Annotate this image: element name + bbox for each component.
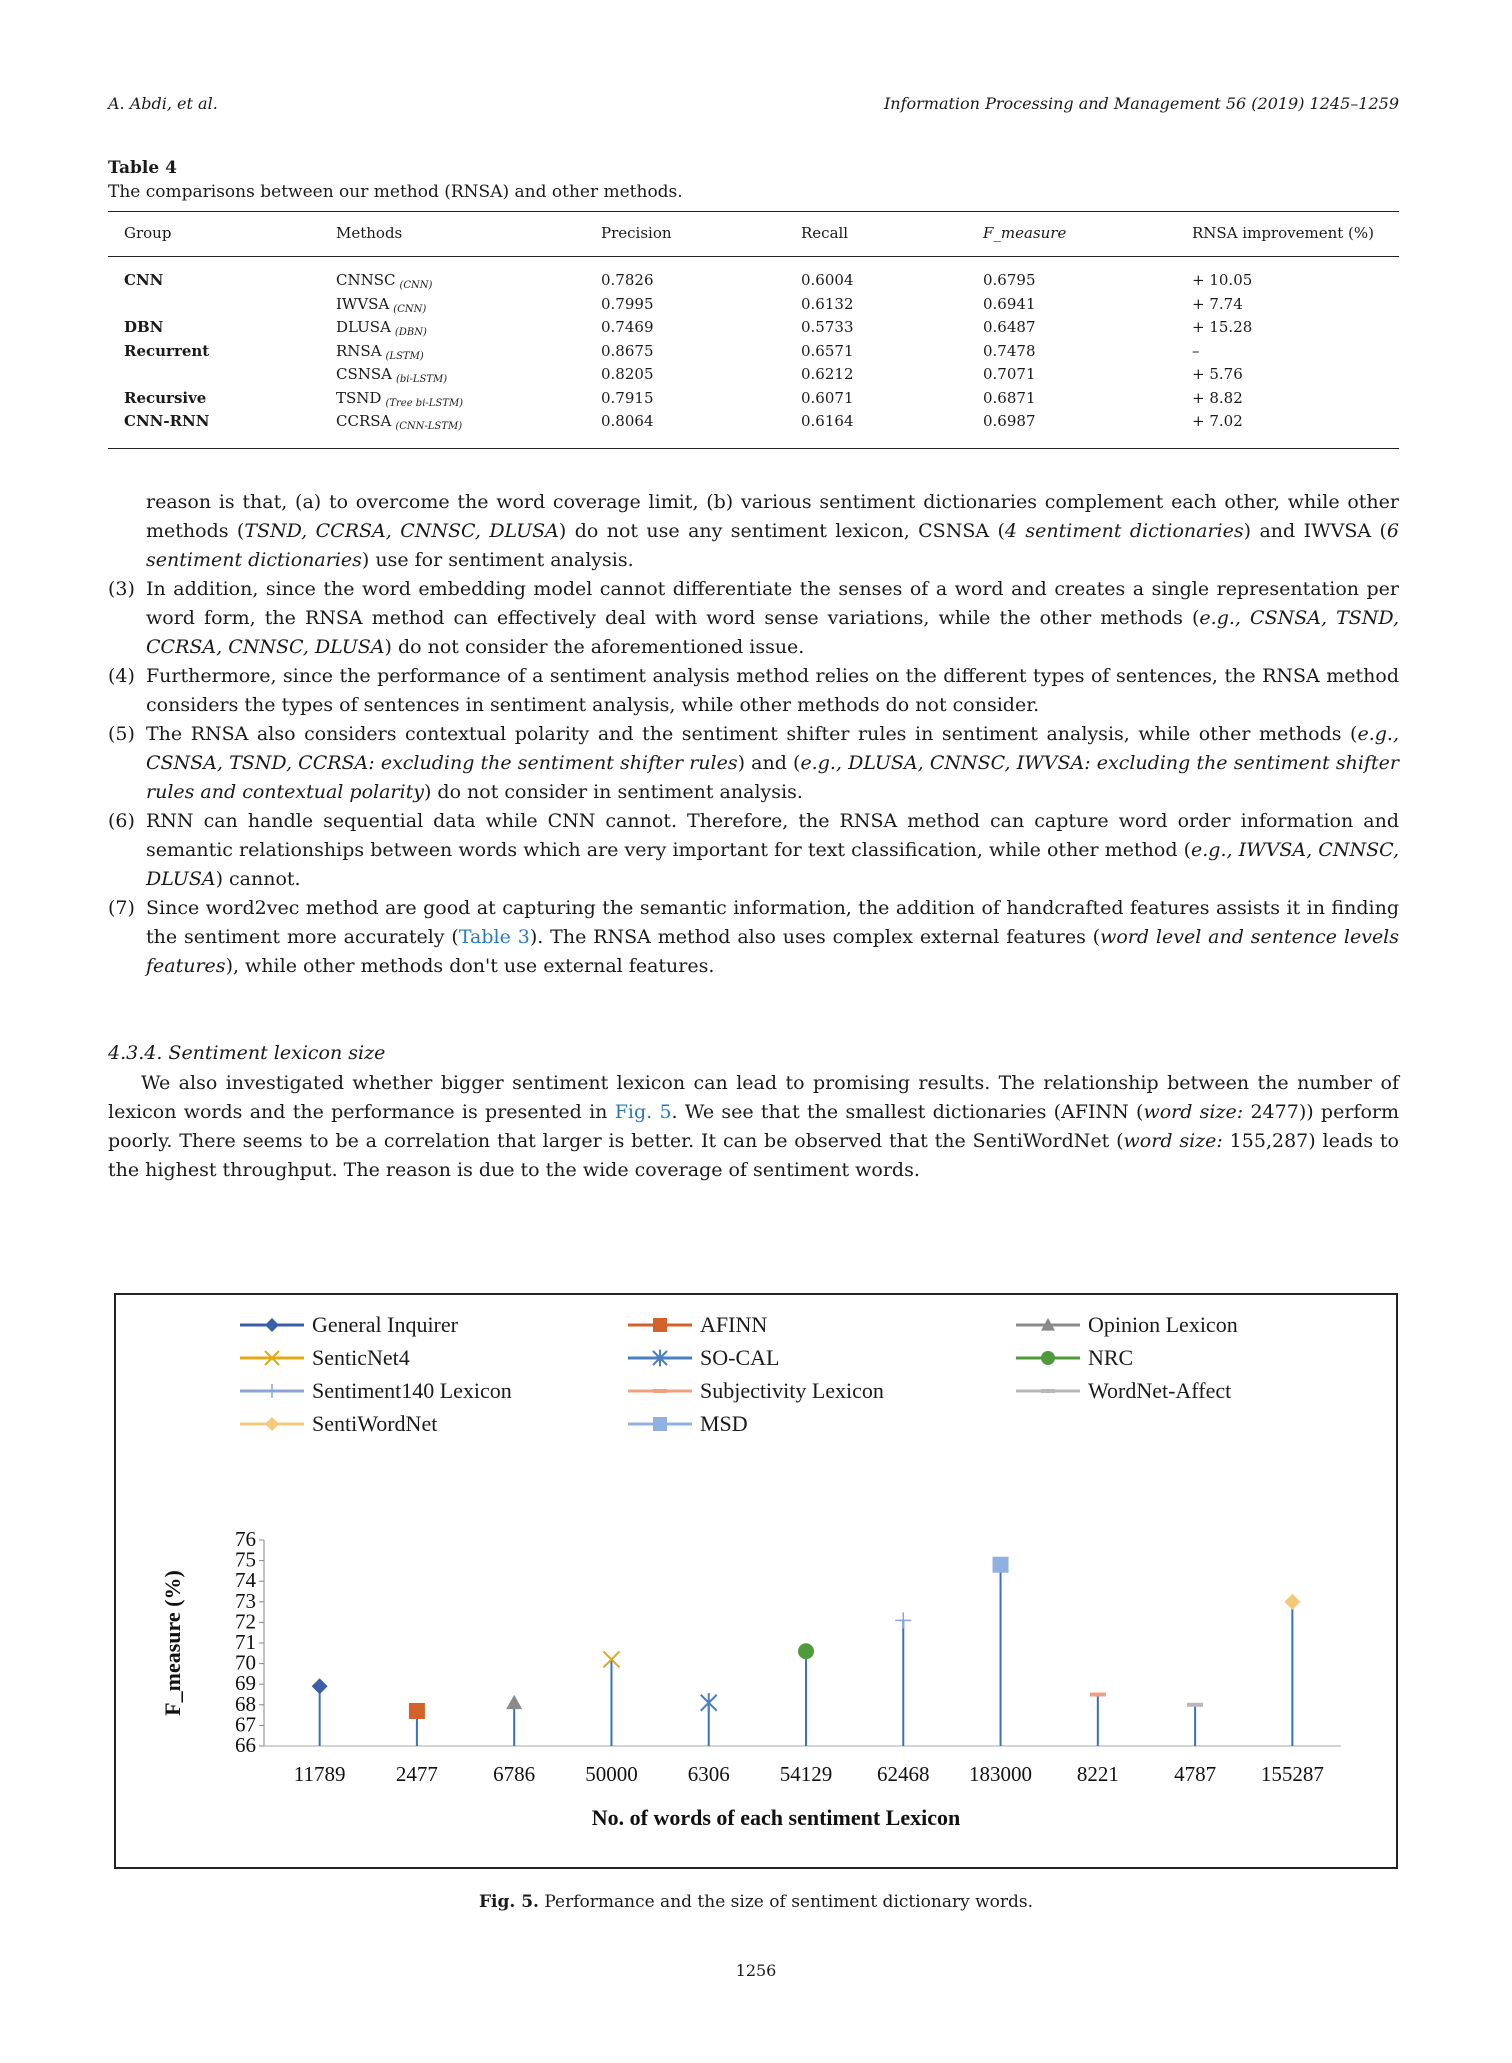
legend-label: NRC [1088, 1345, 1134, 1370]
col-header-fmeasure: F_measure [983, 224, 1067, 242]
table-cell-fmeasure: 0.6941 [983, 294, 1036, 313]
table-cell-recall: 0.6132 [801, 294, 854, 313]
table-cell-improvement: + 10.05 [1192, 271, 1253, 289]
list-item-6: (6) RNN can handle sequential data while CNN cannot. Therefore, the RNSA method can capture word order information and semantic relationships between words which are very important for text classification, while other method (e.g., IWVSA, CNNSC, DLUSA) cannot. [108, 810, 1400, 890]
x-tick-label: 50000 [585, 1762, 638, 1786]
table-cell-fmeasure: 0.6871 [983, 388, 1036, 407]
data-point [409, 1703, 425, 1719]
running-header-journal: Information Processing and Management 56 (2019) 1245–1259 [883, 94, 1399, 113]
legend-label: MSD [700, 1411, 748, 1436]
table-bottom-rule [108, 448, 1399, 449]
legend-label: Opinion Lexicon [1088, 1312, 1238, 1337]
legend-label: Subjectivity Lexicon [700, 1378, 884, 1403]
table-cell-improvement: – [1192, 341, 1200, 360]
table-cell-precision: 0.7469 [601, 318, 654, 336]
figure-5 [114, 1293, 1398, 1869]
legend-label: WordNet-Affect [1088, 1378, 1232, 1403]
y-tick-label: 68 [235, 1691, 256, 1716]
running-header-authors: A. Abdi, et al. [108, 94, 218, 113]
data-point [1284, 1594, 1300, 1610]
x-axis-title: No. of words of each sentiment Lexicon [591, 1805, 961, 1830]
fig-5-link[interactable]: Fig. 5 [614, 1101, 672, 1123]
table-cell-improvement: + 5.76 [1192, 365, 1243, 383]
table-cell-fmeasure: 0.7071 [983, 365, 1036, 383]
data-point [506, 1695, 522, 1709]
table-cell-group: DBN [124, 318, 164, 336]
table-caption-text: The comparisons between our method (RNSA) and other methods. [108, 182, 683, 202]
table-cell-recall: 0.5733 [801, 318, 854, 336]
y-tick-label: 69 [235, 1671, 256, 1696]
table-cell-fmeasure: 0.6795 [983, 271, 1036, 289]
col-header-improvement: RNSA improvement (%) [1192, 224, 1374, 242]
table-cell-method: CNNSC $_{(CNN)}$ [336, 271, 433, 291]
table-cell-recall: 0.6212 [801, 365, 854, 383]
table-cell-precision: 0.8064 [601, 412, 654, 430]
y-tick-label: 74 [235, 1568, 256, 1593]
data-point [1187, 1703, 1203, 1707]
col-header-methods: Methods [336, 224, 403, 242]
table-cell-method: RNSA $_{(LSTM)}$ [336, 341, 424, 362]
y-tick-label: 73 [235, 1588, 256, 1613]
y-tick-label: 72 [235, 1609, 256, 1634]
table-cell-recall: 0.6571 [801, 341, 854, 360]
data-point [701, 1693, 717, 1712]
chart-plot [116, 1295, 1396, 1867]
table-cell-fmeasure: 0.6487 [983, 318, 1036, 336]
x-tick-label: 54129 [779, 1762, 833, 1786]
table-cell-improvement: + 8.82 [1192, 388, 1243, 407]
section-heading: 4.3.4. Sentiment lexicon size [108, 1042, 386, 1064]
paragraph-continuation: reason is that, (a) to overcome the word coverage limit, (b) various sentiment dictionaries complement each other, while other methods (TSND, CCRSA, CNNSC, DLUSA) do not use any sentiment lexicon, CSNSA (4 sentiment dictionaries) and IWVSA (6 sentiment dictionaries) use for sentiment analysis. [146, 491, 1399, 571]
section-paragraph: We also investigated whether bigger sentiment lexicon can lead to promising results. The relationship between the number of lexicon words and the performance is presented in Fig. 5. We see that the smallest dictionaries (AFINN (word size: 2477)) perform poorly. There seems to be a correlation that larger is better. It can be observed that the SentiWordNet (word size: 155,287) leads to the highest throughput. The reason is due to the wide coverage of sentiment words. [108, 1072, 1400, 1181]
y-tick-label: 70 [235, 1650, 256, 1675]
table-cell-recall: 0.6164 [801, 412, 854, 430]
legend-label: Sentiment140 Lexicon [312, 1378, 512, 1403]
data-point [1090, 1693, 1106, 1697]
table-cell-method: TSND $_{(Tree bi-LSTM)}$ [336, 388, 464, 409]
y-tick-label: 75 [235, 1547, 256, 1572]
table-cell-group: CNN [124, 271, 164, 289]
table-caption [108, 156, 683, 204]
y-tick-label: 71 [235, 1630, 256, 1654]
x-tick-label: 11789 [293, 1762, 346, 1786]
x-tick-label: 4787 [1174, 1762, 1217, 1786]
y-tick-label: 76 [235, 1527, 256, 1551]
x-tick-label: 62468 [877, 1762, 930, 1786]
legend-label: General Inquirer [312, 1312, 458, 1337]
table-cell-group: Recursive [124, 388, 207, 407]
data-point [798, 1643, 814, 1659]
col-header-group: Group [124, 224, 172, 242]
x-tick-label: 6786 [493, 1762, 536, 1786]
x-tick-label: 155287 [1260, 1762, 1324, 1786]
page-number: 1256 [735, 1961, 777, 1980]
x-tick-label: 8221 [1076, 1762, 1119, 1786]
table-cell-method: DLUSA $_{(DBN)}$ [336, 318, 427, 338]
list-item-5: (5) The RNSA also considers contextual polarity and the sentiment shifter rules in sentiment analysis, while other methods (e.g., CSNSA, TSND, CCRSA: excluding the sentiment shifter rules) and (e.g., DLUSA, CNNSC, IWVSA: excluding the sentiment shifter rules and contextual polarity) do not consider in sentiment analysis. [108, 723, 1399, 803]
table-cell-fmeasure: 0.6987 [983, 412, 1036, 430]
table-3-link[interactable]: Table 3 [458, 926, 530, 948]
legend-label: SentiWordNet [312, 1411, 438, 1436]
table-cell-method: CSNSA $_{(bi-LSTM)}$ [336, 365, 448, 385]
y-tick-label: 66 [235, 1733, 256, 1757]
table-cell-precision: 0.7915 [601, 388, 654, 407]
data-point [993, 1557, 1009, 1573]
table-cell-recall: 0.6071 [801, 388, 854, 407]
legend-label: AFINN [700, 1312, 768, 1337]
list-item-7: (7) Since word2vec method are good at capturing the semantic information, the addition of handcrafted features assists it in finding the sentiment more accurately (Table 3). The RNSA method also uses complex external features (word level and sentence levels features), while other methods don't use external features. [108, 897, 1400, 977]
table-cell-recall: 0.6004 [801, 271, 854, 289]
legend-label: SenticNet4 [312, 1345, 410, 1370]
figure-caption: Fig. 5. Performance and the size of sentiment dictionary words. [478, 1892, 1034, 1912]
table-top-rule [108, 211, 1399, 212]
table-cell-improvement: + 7.74 [1192, 294, 1243, 313]
list-item-3: (3) In addition, since the word embedding model cannot differentiate the senses of a word and creates a single representation per word form, the RNSA method can effectively deal with word sense variations, while the other methods (e.g., CSNSA, TSND, CCRSA, CNNSC, DLUSA) do not consider the aforementioned issue. [108, 578, 1399, 658]
x-tick-label: 2477 [395, 1762, 438, 1786]
table-cell-precision: 0.7995 [601, 294, 654, 313]
table-cell-method: CCRSA $_{(CNN-LSTM)}$ [336, 412, 463, 432]
x-tick-label: 183000 [969, 1762, 1033, 1786]
data-point [895, 1612, 911, 1628]
table-cell-method: IWVSA $_{(CNN)}$ [336, 294, 427, 315]
table-cell-improvement: + 7.02 [1192, 412, 1243, 430]
col-header-recall: Recall [801, 224, 849, 242]
col-header-precision: Precision [601, 224, 672, 242]
y-tick-label: 67 [235, 1712, 256, 1737]
table-header-rule [108, 256, 1399, 257]
x-tick-label: 6306 [687, 1762, 730, 1786]
table-cell-precision: 0.8675 [601, 341, 654, 360]
table-label: Table 4 [108, 158, 177, 178]
data-point [312, 1678, 328, 1694]
table-cell-precision: 0.7826 [601, 271, 654, 289]
table-cell-precision: 0.8205 [601, 365, 654, 383]
legend-label: SO-CAL [700, 1345, 780, 1370]
y-axis-title: F_measure (%) [160, 1570, 185, 1716]
list-item-4: (4) Furthermore, since the performance of a sentiment analysis method relies on the different types of sentences, the RNSA method considers the types of sentences in sentiment analysis, while other methods do not consider. [108, 665, 1399, 716]
table-cell-improvement: + 15.28 [1192, 318, 1253, 336]
table-cell-fmeasure: 0.7478 [983, 341, 1036, 360]
table-cell-group: CNN-RNN [124, 412, 210, 430]
table-cell-group: Recurrent [124, 341, 210, 360]
